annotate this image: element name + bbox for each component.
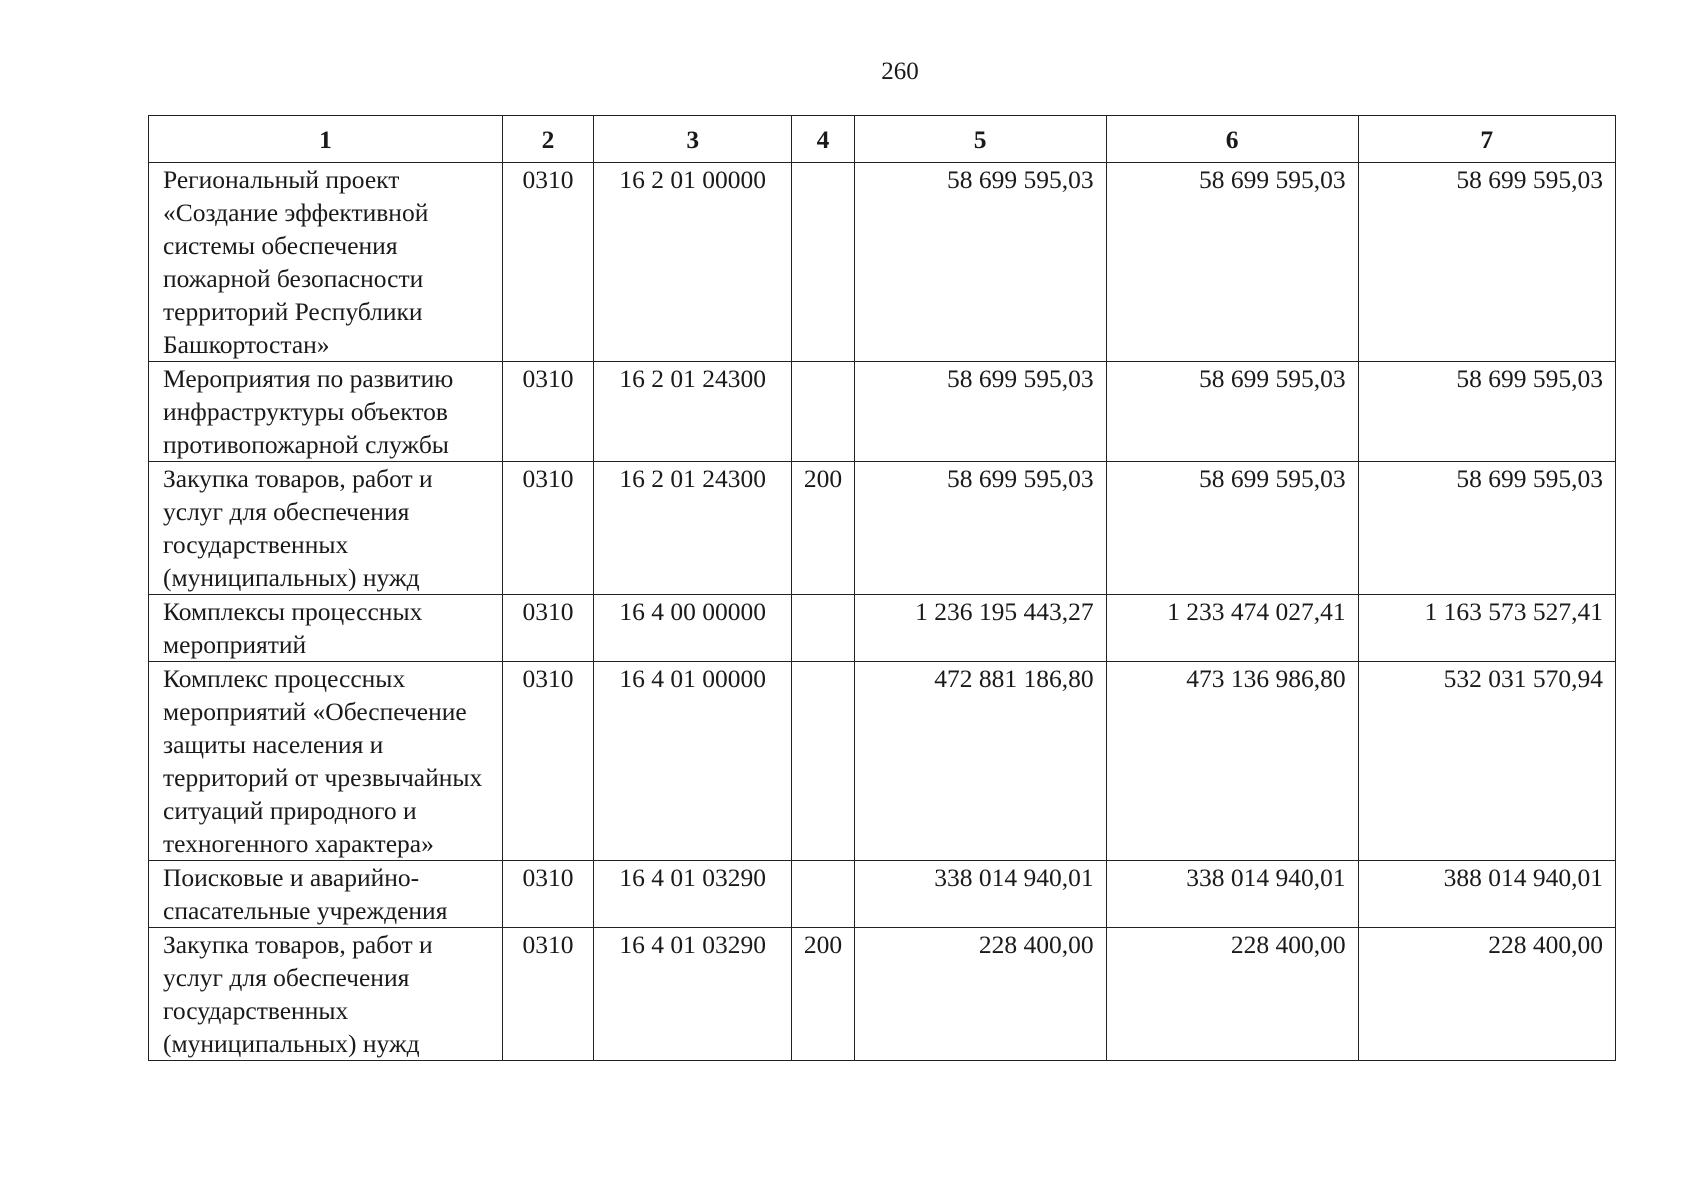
table-row: [149, 662, 1616, 861]
row-section: 0310: [502, 163, 593, 362]
row-amount-1: 1 236 195 443,27: [854, 595, 1106, 662]
row-amount-2: 58 699 595,03: [1106, 462, 1358, 595]
header-col-2: 2: [502, 116, 593, 163]
row-section: 0310: [502, 595, 593, 662]
row-target: 16 2 01 24300: [594, 462, 792, 595]
header-col-5: 5: [854, 116, 1106, 163]
row-amount-2: 473 136 986,80: [1106, 662, 1358, 861]
row-amount-1: 58 699 595,03: [854, 462, 1106, 595]
row-expense-type: [792, 362, 854, 462]
row-name: Комплекс процессных мероприятий «Обеспечение защиты населения и территорий от чрезвычайных ситуаций природного и техногенного характера»: [149, 662, 503, 861]
header-col-6: 6: [1106, 116, 1358, 163]
header-col-7: 7: [1358, 116, 1615, 163]
row-amount-1: 58 699 595,03: [854, 163, 1106, 362]
row-amount-3: 388 014 940,01: [1358, 861, 1615, 928]
table-row: [149, 462, 1616, 595]
table-row: [149, 928, 1616, 1061]
row-amount-2: 228 400,00: [1106, 928, 1358, 1061]
row-amount-3: 228 400,00: [1358, 928, 1615, 1061]
row-name: Комплексы процессных мероприятий: [149, 595, 503, 662]
row-amount-1: 58 699 595,03: [854, 362, 1106, 462]
row-target: 16 2 01 00000: [594, 163, 792, 362]
row-amount-3: 532 031 570,94: [1358, 662, 1615, 861]
row-amount-1: 338 014 940,01: [854, 861, 1106, 928]
table-row: [149, 861, 1616, 928]
header-col-1: 1: [149, 116, 503, 163]
row-expense-type: [792, 662, 854, 861]
row-amount-1: 472 881 186,80: [854, 662, 1106, 861]
row-target: 16 4 00 00000: [594, 595, 792, 662]
row-expense-type: [792, 163, 854, 362]
row-amount-2: 1 233 474 027,41: [1106, 595, 1358, 662]
budget-table: [148, 115, 1616, 1061]
table-row: [149, 362, 1616, 462]
row-section: 0310: [502, 662, 593, 861]
row-name: Закупка товаров, работ и услуг для обеспечения государственных (муниципальных) нужд: [149, 462, 503, 595]
row-expense-type: 200: [792, 928, 854, 1061]
row-section: 0310: [502, 861, 593, 928]
row-name: Региональный проект «Создание эффективной системы обеспечения пожарной безопасности территорий Республики Башкортостан»: [149, 163, 503, 362]
row-target: 16 2 01 24300: [594, 362, 792, 462]
row-amount-2: 58 699 595,03: [1106, 362, 1358, 462]
row-target: 16 4 01 00000: [594, 662, 792, 861]
row-name: Закупка товаров, работ и услуг для обеспечения государственных (муниципальных) нужд: [149, 928, 503, 1061]
row-amount-1: 228 400,00: [854, 928, 1106, 1061]
table-row: [149, 163, 1616, 362]
header-col-3: 3: [594, 116, 792, 163]
row-name: Мероприятия по развитию инфраструктуры объектов противопожарной службы: [149, 362, 503, 462]
header-col-4: 4: [792, 116, 854, 163]
row-amount-3: 1 163 573 527,41: [1358, 595, 1615, 662]
row-name: Поисковые и аварийно-спасательные учреждения: [149, 861, 503, 928]
row-section: 0310: [502, 362, 593, 462]
row-amount-3: 58 699 595,03: [1358, 163, 1615, 362]
row-expense-type: 200: [792, 462, 854, 595]
row-target: 16 4 01 03290: [594, 861, 792, 928]
table-row: [149, 595, 1616, 662]
row-amount-2: 58 699 595,03: [1106, 163, 1358, 362]
row-section: 0310: [502, 928, 593, 1061]
page-number: 260: [881, 58, 919, 85]
header-row: [149, 116, 1616, 163]
row-amount-3: 58 699 595,03: [1358, 462, 1615, 595]
row-target: 16 4 01 03290: [594, 928, 792, 1061]
row-expense-type: [792, 595, 854, 662]
row-amount-2: 338 014 940,01: [1106, 861, 1358, 928]
row-amount-3: 58 699 595,03: [1358, 362, 1615, 462]
row-expense-type: [792, 861, 854, 928]
row-section: 0310: [502, 462, 593, 595]
